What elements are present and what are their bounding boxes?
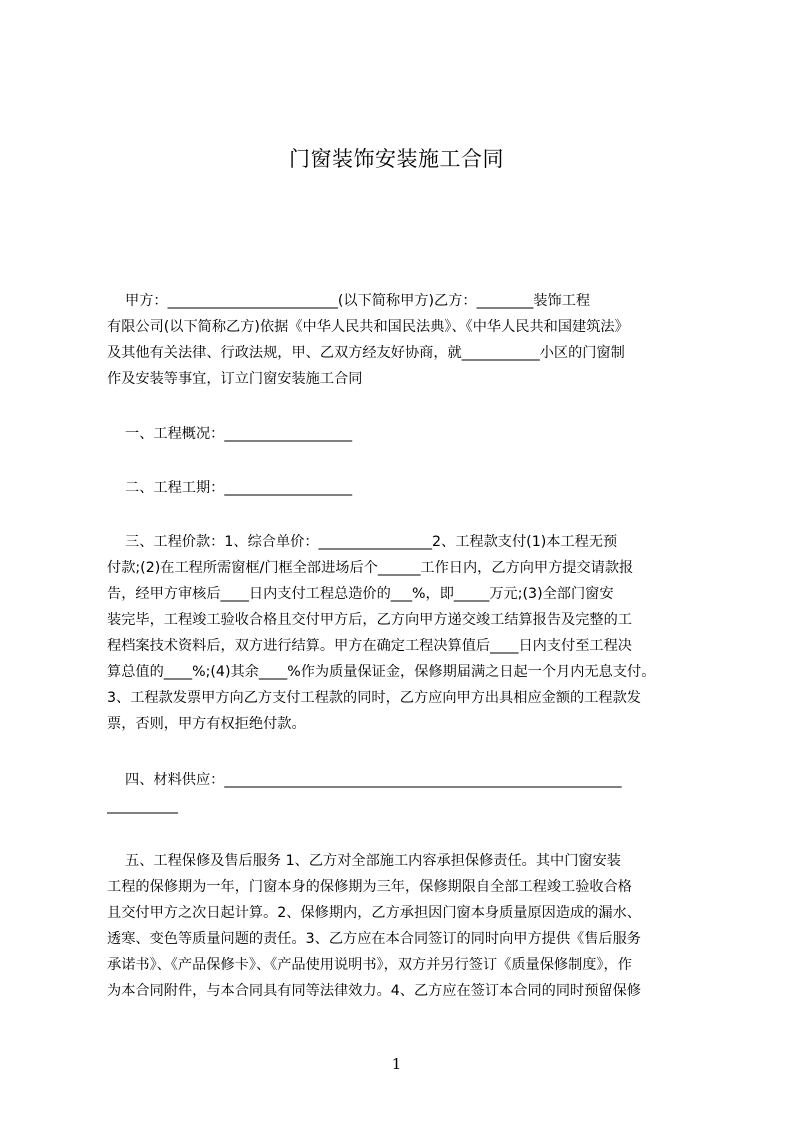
section-warranty — [107, 848, 700, 1004]
text-line: 票，否则，甲方有权拒绝付款。 — [107, 716, 306, 732]
text-line: 算总值的____%;(4)其余____%作为质量保证金，保修期届满之日起一个月内无息支付。 — [107, 664, 656, 680]
text-line: 二、工程工期：__________________ — [107, 480, 353, 496]
document-title: 门窗装饰安装施工合同 — [289, 147, 504, 171]
text-line: 工程的保修期为一年，门窗本身的保修期为三年，保修期限自全部工程竣工验收合格 — [107, 879, 632, 895]
text-line: 作及安装等事宜，订立门窗安装施工合同 — [107, 371, 363, 387]
section-material-supply — [107, 767, 700, 819]
text-line: 程档案技术资料后，双方进行结算。甲方在确定工程决算值后____日内支付至工程决 — [107, 638, 632, 654]
text-line: 三、工程价款：1、综合单价：________________2、工程款支付(1)本工程无预 — [107, 534, 618, 550]
section-project-duration — [107, 475, 700, 501]
text-line: 为本合同附件，与本合同具有同等法律效力。4、乙方应在签订本合同的同时预留保修 — [107, 983, 641, 999]
text-line: 及其他有关法律、行政法规，甲、乙双方经友好协商，就___________小区的门窗制 — [107, 345, 625, 361]
text-line: 透寒、变色等质量问题的责任。3、乙方应在本合同签订的同时向甲方提供《售后服务 — [107, 931, 641, 947]
paragraph-intro — [107, 288, 700, 392]
text-line: 四、材料供应：________________________________________________________ — [107, 772, 622, 788]
text-line: 一、工程概况：__________________ — [107, 426, 353, 442]
text-line: 3、工程款发票甲方向乙方支付工程款的同时，乙方应向甲方出具相应金额的工程款发 — [107, 690, 641, 706]
text-line: 装完毕，工程竣工验收合格且交付甲方后，乙方向甲方递交竣工结算报告及完整的工 — [107, 612, 632, 628]
text-line: 五、工程保修及售后服务 1、乙方对全部施工内容承担保修责任。其中门窗安装 — [107, 853, 621, 869]
text-line: 甲方：________________________(以下简称甲方)乙方：________装饰工程 — [107, 293, 591, 309]
section-project-overview — [107, 421, 700, 447]
text-line: 付款;(2)在工程所需窗框/门框全部进场后个______工作日内，乙方向甲方提交请款报 — [107, 560, 634, 576]
text-line: 有限公司(以下简称乙方)依据《中华人民共和国民法典》、《中华人民共和国建筑法》 — [107, 319, 629, 335]
section-project-price — [107, 529, 700, 737]
text-line: 告，经甲方审核后____日内支付工程总造价的___%，即_____万元;(3)全部门窗安 — [107, 586, 614, 602]
text-line: __________ — [107, 798, 178, 814]
page-number: 1 — [391, 1055, 402, 1073]
text-line: 且交付甲方之次日起计算。2、保修期内，乙方承担因门窗本身质量原因造成的漏水、 — [107, 905, 641, 921]
text-line: 承诺书》、《产品保修卡》、《产品使用说明书》，双方并另行签订《质量保修制度》，作 — [107, 957, 632, 973]
